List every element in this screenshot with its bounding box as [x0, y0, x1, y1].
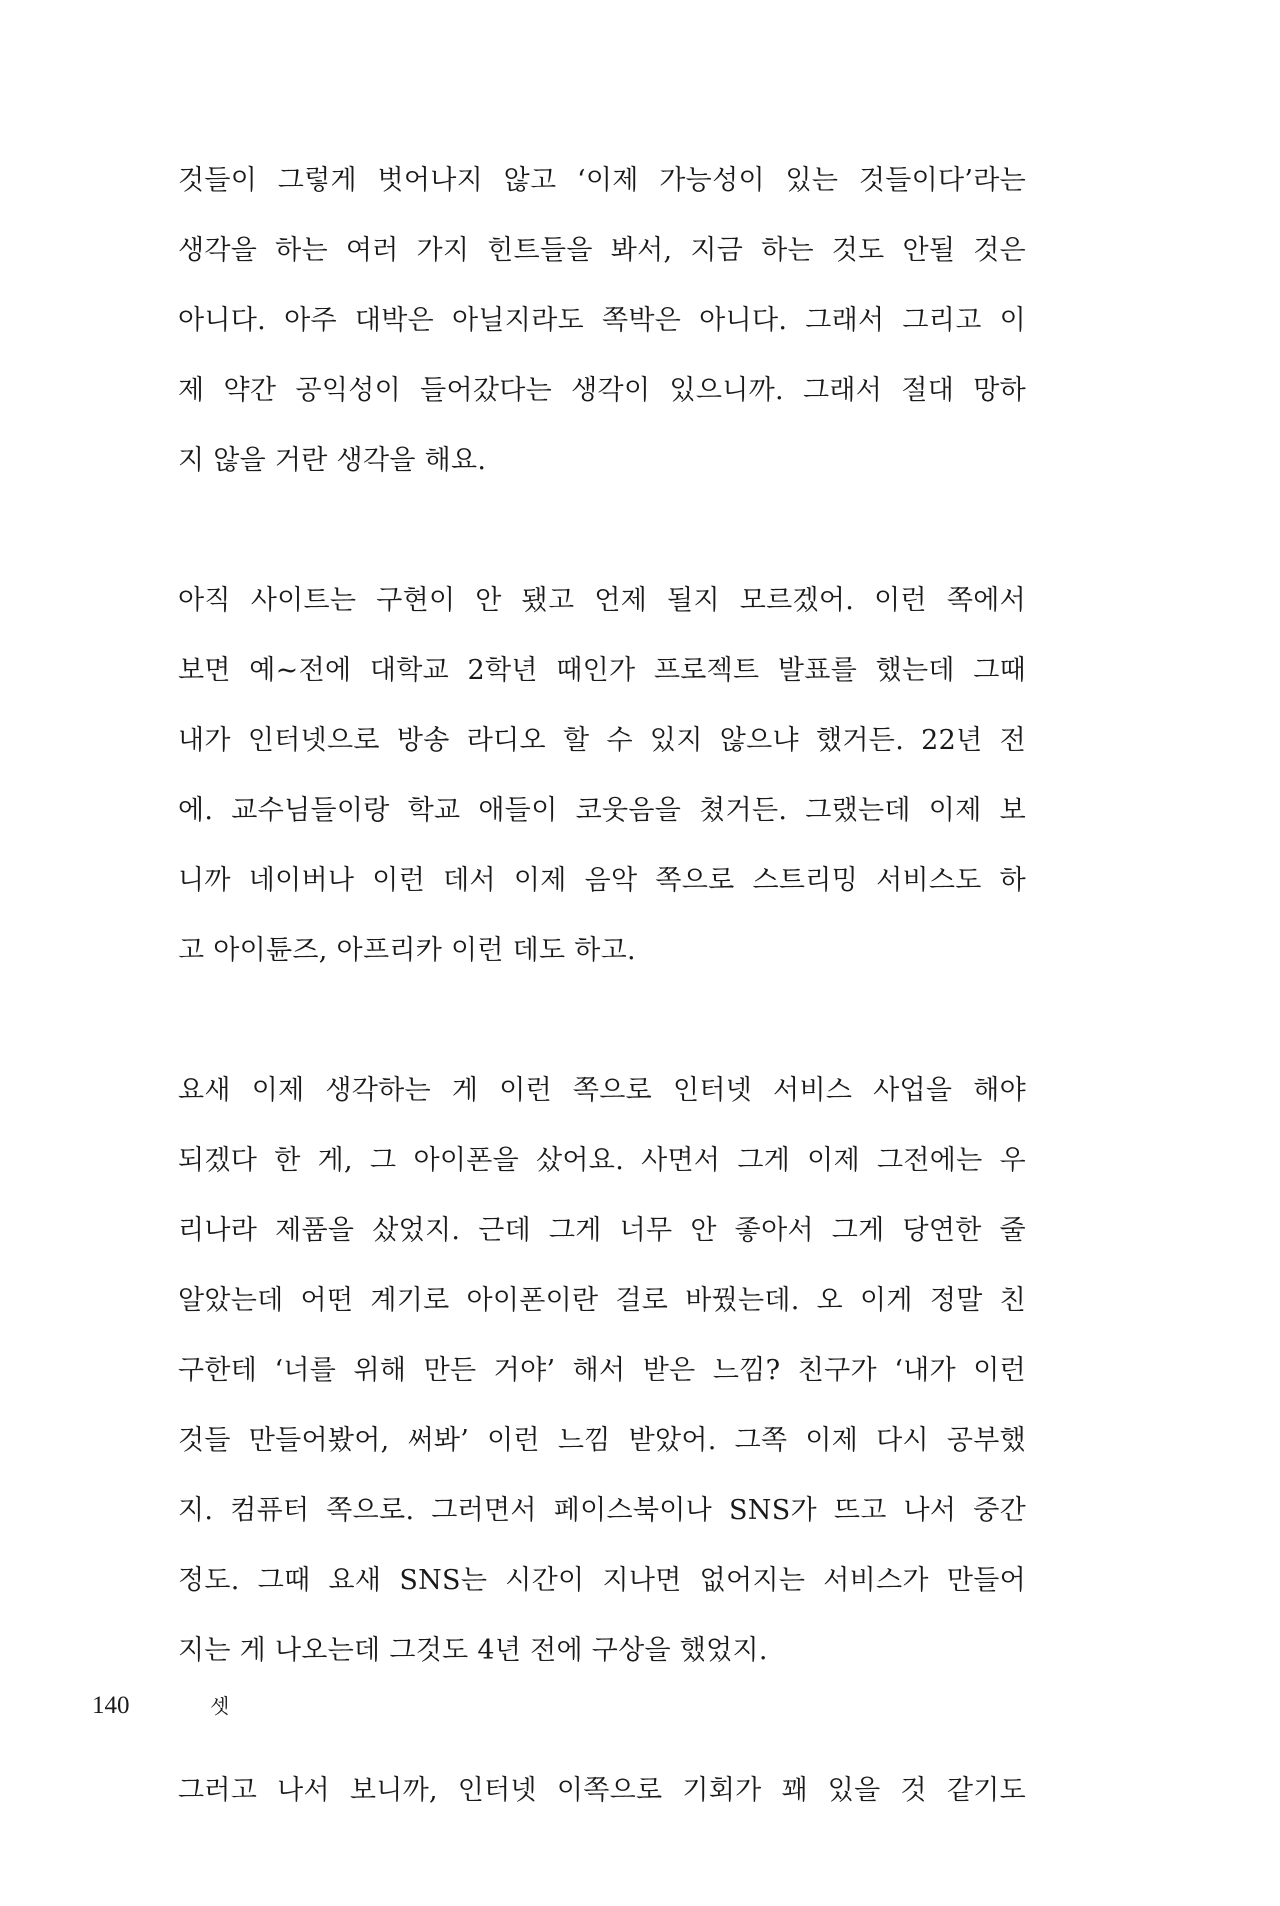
text-line: 내가 인터넷으로 방송 라디오 할 수 있지 않으냐 했거든. 22년 전: [178, 725, 1026, 756]
text-line: 지 않을 거란 생각을 해요.: [178, 445, 487, 476]
paragraph-1: [178, 156, 1026, 506]
text-line: 것들 만들어봤어, 써봐’ 이런 느낌 받았어. 그쪽 이제 다시 공부했: [178, 1425, 1026, 1456]
text-line: 생각을 하는 여러 가지 힌트들을 봐서, 지금 하는 것도 안될 것은: [178, 235, 1026, 266]
text-line: 제 약간 공익성이 들어갔다는 생각이 있으니까. 그래서 절대 망하: [178, 375, 1026, 406]
body-text: [178, 156, 1026, 1906]
text-line: 지는 게 나오는데 그것도 4년 전에 구상을 했었지.: [178, 1635, 768, 1666]
text-line: 요새 이제 생각하는 게 이런 쪽으로 인터넷 서비스 사업을 해야: [178, 1075, 1026, 1106]
text-line: 구한테 ‘너를 위해 만든 거야’ 해서 받은 느낌? 친구가 ‘내가 이런: [178, 1355, 1026, 1386]
text-line: 그러고 나서 보니까, 인터넷 이쪽으로 기회가 꽤 있을 것 같기도: [178, 1775, 1026, 1806]
text-line: 아직 사이트는 구현이 안 됐고 언제 될지 모르겠어. 이런 쪽에서: [178, 585, 1026, 616]
text-line: 알았는데 어떤 계기로 아이폰이란 걸로 바꿨는데. 오 이게 정말 친: [178, 1285, 1026, 1316]
text-line: 니까 네이버나 이런 데서 이제 음악 쪽으로 스트리밍 서비스도 하: [178, 865, 1026, 896]
text-line: 고 아이튠즈, 아프리카 이런 데도 하고.: [178, 935, 636, 966]
text-line: 정도. 그때 요새 SNS는 시간이 지나면 없어지는 서비스가 만들어: [178, 1565, 1026, 1596]
text-line: 되겠다 한 게, 그 아이폰을 샀어요. 사면서 그게 이제 그전에는 우: [178, 1145, 1026, 1176]
text-line: 지. 컴퓨터 쪽으로. 그러면서 페이스북이나 SNS가 뜨고 나서 중간: [178, 1495, 1026, 1526]
paragraph-3: [178, 1066, 1026, 1696]
text-line: 에. 교수님들이랑 학교 애들이 코웃음을 쳤거든. 그랬는데 이제 보: [178, 795, 1026, 826]
section-label: 셋: [210, 1694, 230, 1718]
page-footer: [0, 1686, 1280, 1726]
text-line: 아니다. 아주 대박은 아닐지라도 쪽박은 아니다. 그래서 그리고 이: [178, 305, 1026, 336]
text-line: 리나라 제품을 샀었지. 근데 그게 너무 안 좋아서 그게 당연한 줄: [178, 1215, 1026, 1246]
text-line: 것들이 그렇게 벗어나지 않고 ‘이제 가능성이 있는 것들이다’라는: [178, 165, 1026, 196]
paragraph-2: [178, 576, 1026, 996]
page-number: 140: [92, 1692, 130, 1719]
text-line: 보면 예~전에 대학교 2학년 때인가 프로젝트 발표를 했는데 그때: [178, 655, 1026, 686]
paragraph-4: [178, 1766, 1026, 1836]
